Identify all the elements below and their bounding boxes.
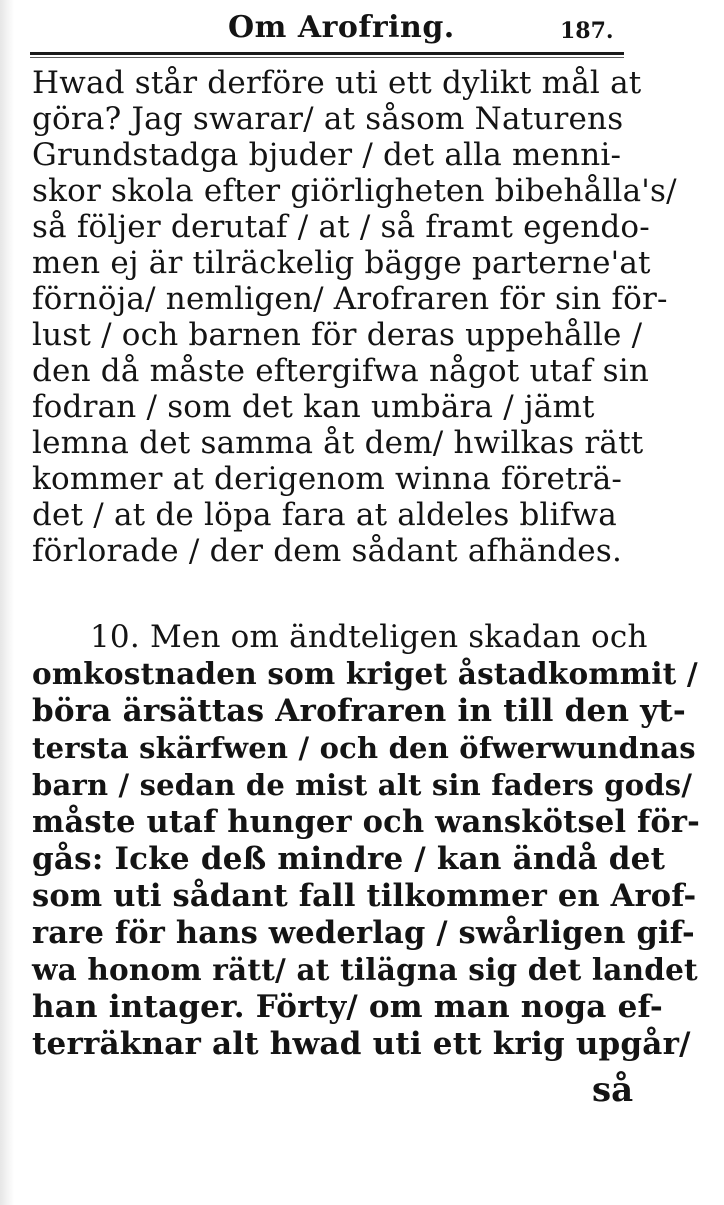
- running-head: [30, 6, 630, 46]
- text-line: förlorade / der dem sådant afhändes.: [32, 533, 622, 569]
- text-line: fodran / som det kan umbära / jämt: [32, 389, 595, 425]
- text-line: omkostnaden som kriget åstadkommit /: [32, 656, 698, 691]
- text-line: som uti sådant fall tilkommer en Arof-: [32, 878, 697, 914]
- text-line: men ej är tilräckelig bägge parterne'at: [32, 245, 651, 281]
- text-line: wa honom rätt/ at tilägna sig det landet: [32, 952, 698, 987]
- text-line: böra ärsättas Arofraren in till den yt-: [32, 693, 686, 729]
- text-line: gås: Icke deß mindre / kan ändå det: [32, 841, 666, 877]
- text-line: lemna det samma åt dem/ hwilkas rätt: [32, 425, 644, 461]
- text-line: måste utaf hunger och wanskötsel för-: [32, 804, 701, 840]
- text-line: lust / och barnen för deras uppehålle /: [32, 317, 643, 353]
- text-line: Grundstadga bjuder / det alla menni-: [32, 137, 622, 173]
- text-line: skor skola efter giörligheten bibehålla's/: [32, 173, 677, 209]
- text-line: göra? Jag swarar/ at såsom Naturens: [32, 101, 624, 137]
- page-number: 187.: [560, 18, 614, 44]
- text-line: 10. Men om ändteligen skadan och: [90, 619, 648, 655]
- text-line: han intager. Förty/ om man noga ef-: [32, 989, 663, 1025]
- header-rule: [30, 52, 624, 55]
- running-title: Om Arofring.: [228, 10, 455, 45]
- gutter-shadow: [0, 0, 14, 1205]
- text-line: Hwad står derföre uti ett dylikt mål at: [32, 65, 642, 101]
- text-line: förnöja/ nemligen/ Arofraren för sin för-: [32, 281, 668, 317]
- text-line: det / at de löpa fara at aldeles blifwa: [32, 497, 617, 533]
- text-line: kommer at derigenom winna företrä-: [32, 461, 623, 497]
- text-line: den då måste eftergifwa något utaf sin: [32, 353, 650, 389]
- text-line: barn / sedan de mist alt sin faders gods/: [32, 768, 693, 802]
- catchword: så: [592, 1070, 634, 1110]
- text-line: tersta skärfwen / och den öfwerwundnas: [32, 731, 696, 765]
- text-line: terräknar alt hwad uti ett krig upgår/: [32, 1026, 691, 1062]
- text-line: så följer derutaf / at / så framt egendo-: [32, 209, 650, 245]
- text-line: rare för hans wederlag / swårligen gif-: [32, 915, 695, 951]
- header-rule-thin: [30, 57, 624, 58]
